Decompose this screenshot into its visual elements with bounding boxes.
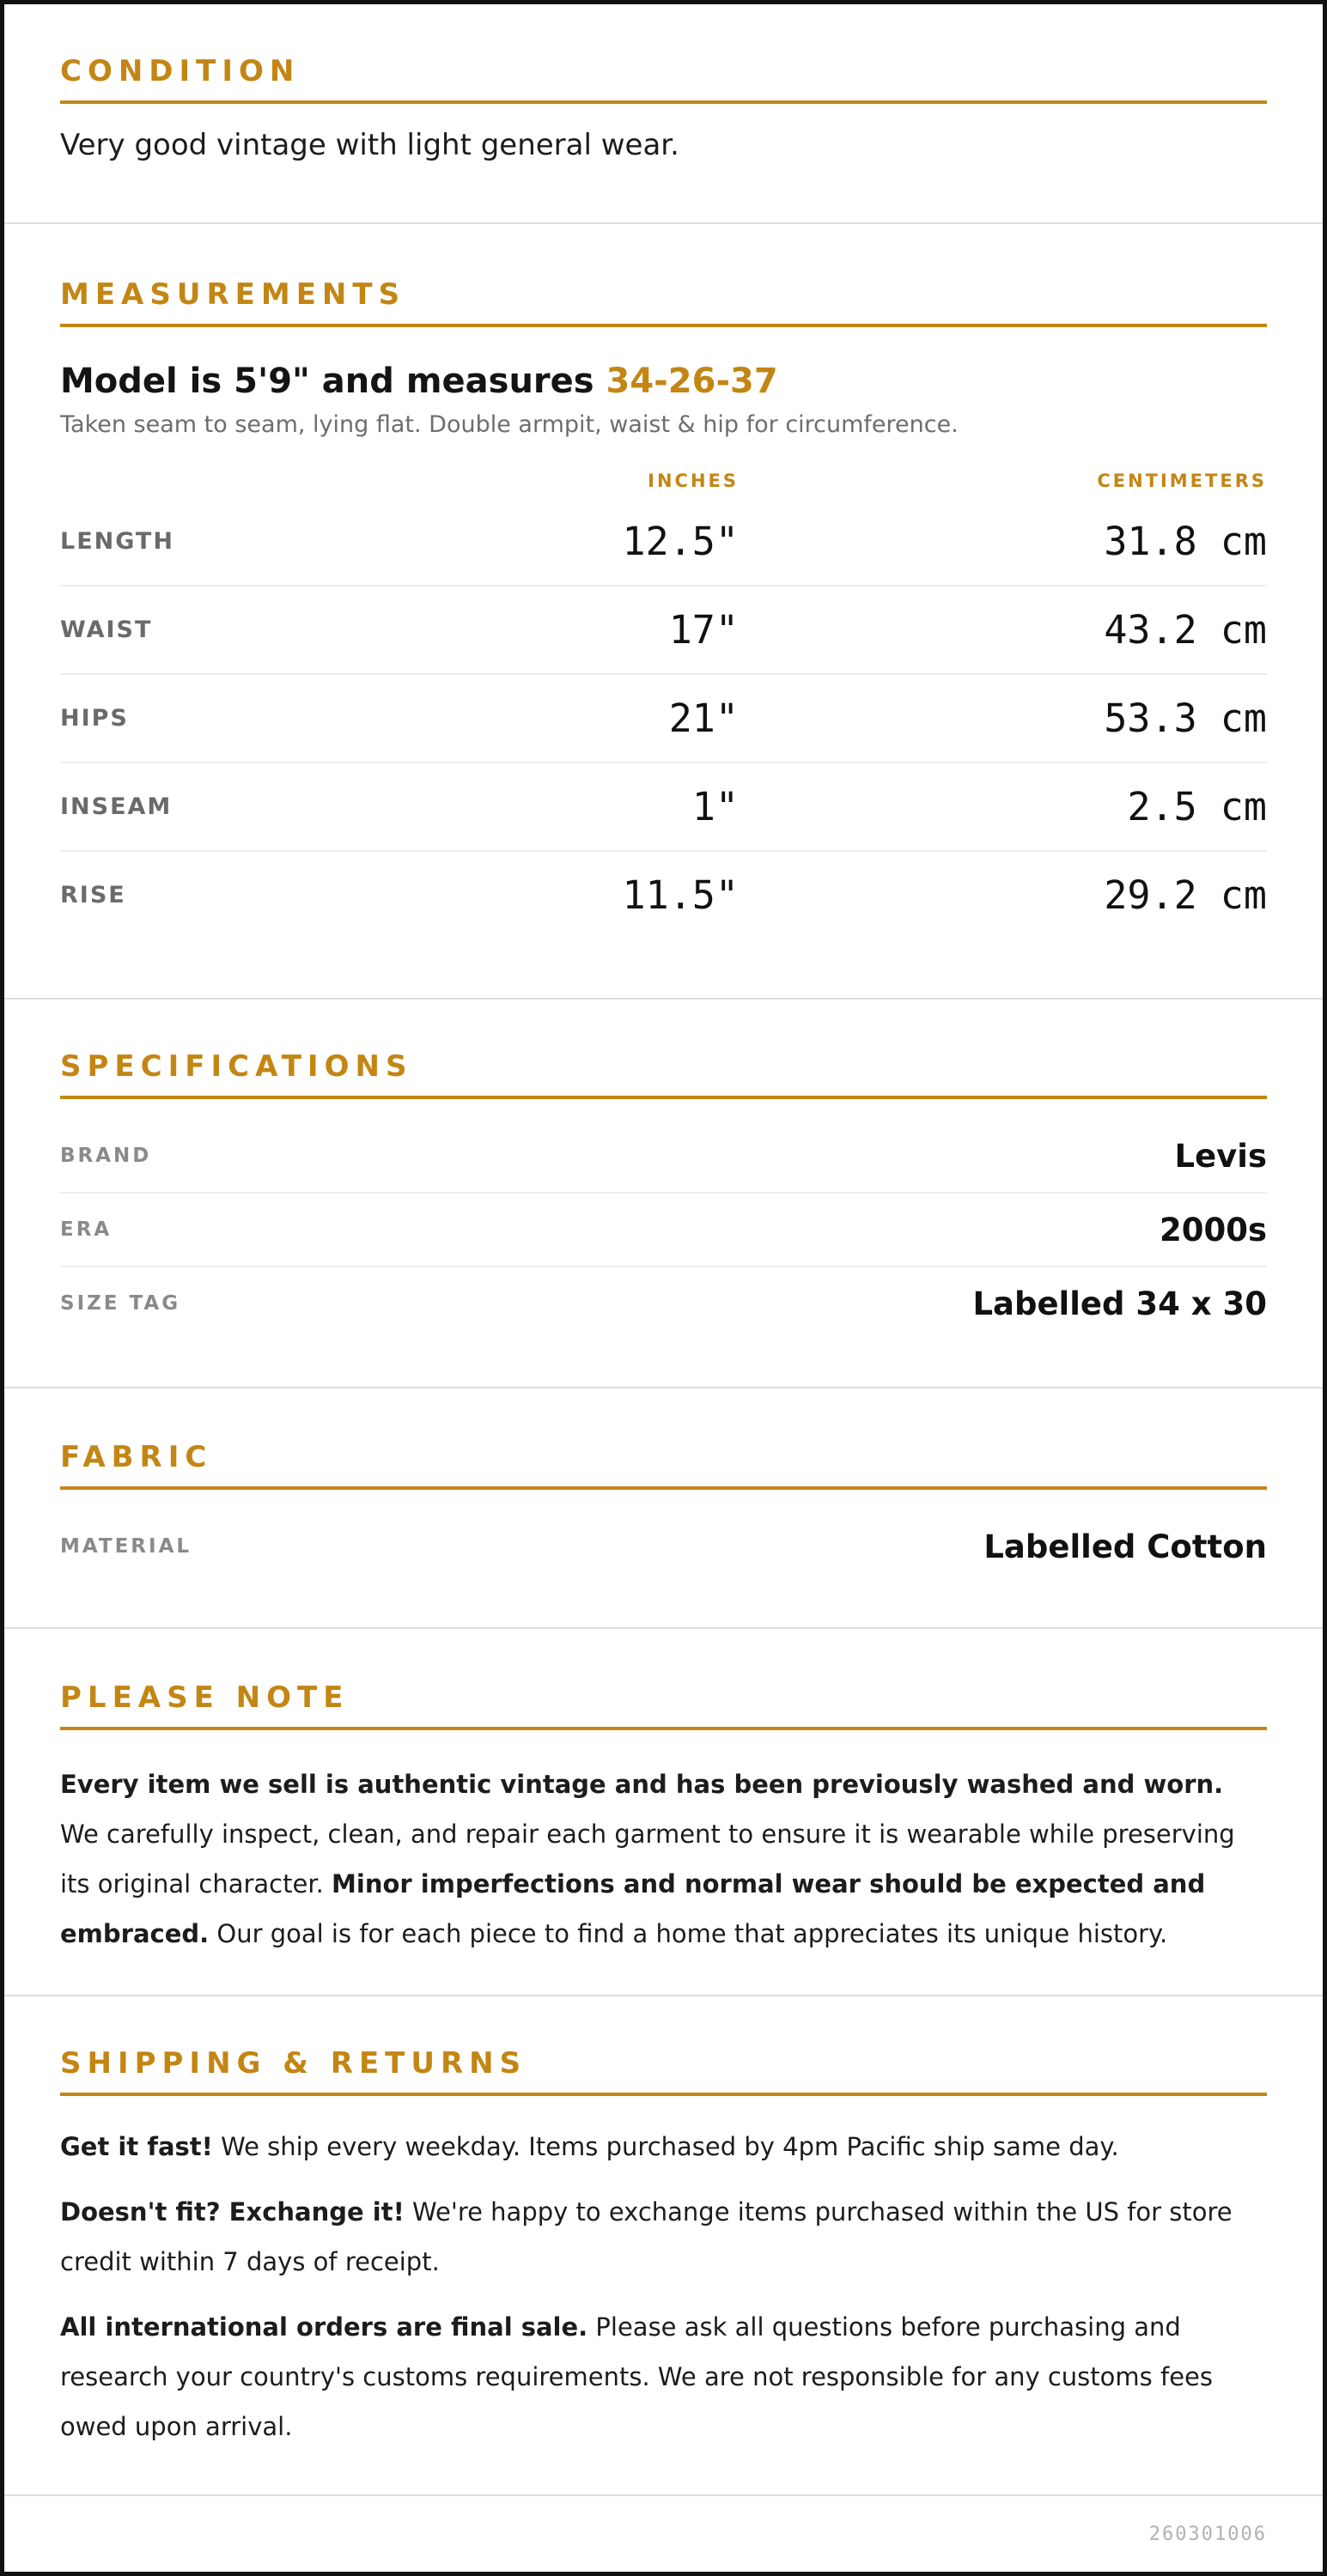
- spec-key: BRAND: [60, 1145, 152, 1167]
- product-code: 260301006: [1148, 2523, 1267, 2545]
- measurement-inches: 11.5": [622, 872, 739, 918]
- spec-key: ERA: [60, 1218, 113, 1241]
- measurement-row-hips: [60, 675, 1267, 763]
- spec-row-material: [60, 1510, 1267, 1583]
- shipping-fast-bold: Get it fast!: [60, 2132, 213, 2161]
- measurement-cm: 29.2 cm: [1104, 872, 1267, 918]
- spec-row-era: [60, 1194, 1267, 1267]
- model-info-prefix: Model is 5'9" and measures: [60, 361, 606, 401]
- note-text-goal: Our goal is for each piece to find a home that appreciates its unique history.: [209, 1919, 1168, 1948]
- spec-key: SIZE TAG: [60, 1292, 181, 1315]
- measurement-table: [60, 498, 1267, 939]
- shipping-exchange-bold: Doesn't fit? Exchange it!: [60, 2197, 405, 2227]
- shipping-international-text: Please ask all questions before purchasing and research your country's customs requirements. We are not responsible for any customs fees owed upon arrival.: [60, 2312, 1213, 2441]
- shipping-fast: [60, 2122, 1267, 2172]
- model-measurements: 34-26-37: [606, 361, 778, 401]
- model-info: [60, 361, 1267, 401]
- measurement-instructions: Taken seam to seam, lying flat. Double armpit, waist & hip for circumference.: [60, 411, 959, 438]
- note-bold-authentic: Every item we sell is authentic vintage and has been previously washed and worn.: [60, 1770, 1224, 1799]
- measurement-label: INSEAM: [60, 793, 173, 820]
- condition-text: Very good vintage with light general wear.: [60, 128, 679, 162]
- measurement-inches: 1": [691, 784, 739, 829]
- footer: [4, 2496, 1323, 2572]
- shipping-international-bold: All international orders are final sale.: [60, 2312, 588, 2342]
- spec-row-size-tag: [60, 1267, 1267, 1340]
- measurement-row-waist: [60, 586, 1267, 675]
- shipping-international: [60, 2302, 1267, 2451]
- please-note-text: [60, 1759, 1267, 1959]
- measurement-table-header: [60, 464, 1267, 498]
- shipping-exchange: [60, 2187, 1267, 2287]
- fabric-section: [4, 1388, 1323, 1629]
- spec-value: Labelled Cotton: [983, 1528, 1267, 1565]
- please-note-section: [4, 1629, 1323, 1996]
- spec-value: Levis: [1174, 1137, 1267, 1175]
- measurement-inches: 21": [668, 696, 739, 741]
- spec-value: 2000s: [1159, 1211, 1267, 1249]
- note-bold-imperfections: Minor imperfections and normal wear should be expected and embraced.: [60, 1869, 1206, 1948]
- specifications-heading: SPECIFICATIONS: [60, 1049, 1267, 1099]
- measurements-heading: MEASUREMENTS: [60, 277, 1267, 327]
- shipping-returns-section: [4, 1996, 1323, 2496]
- fabric-heading: FABRIC: [60, 1440, 1267, 1490]
- measurement-label: LENGTH: [60, 528, 174, 555]
- spec-row-brand: [60, 1120, 1267, 1194]
- measurement-row-inseam: [60, 763, 1267, 852]
- inches-column-header: INCHES: [648, 471, 739, 491]
- note-text-inspect: We carefully inspect, clean, and repair each garment to ensure it is wearable while preserving its original character.: [60, 1820, 1235, 1899]
- measurement-cm: 53.3 cm: [1104, 696, 1267, 741]
- measurement-label: HIPS: [60, 705, 129, 732]
- measurement-row-rise: [60, 852, 1267, 939]
- shipping-fast-text: We ship every weekday. Items purchased by 4pm Pacific ship same day.: [212, 2132, 1119, 2161]
- measurements-section: [4, 224, 1323, 999]
- fabric-list: [60, 1510, 1267, 1583]
- condition-section: [4, 4, 1323, 224]
- spec-key: MATERIAL: [60, 1535, 192, 1558]
- measurement-cm: 43.2 cm: [1104, 607, 1267, 653]
- specifications-list: [60, 1120, 1267, 1340]
- measurement-row-length: [60, 498, 1267, 586]
- shipping-exchange-text: We're happy to exchange items purchased within the US for store credit within 7 days of receipt.: [60, 2197, 1233, 2276]
- please-note-heading: PLEASE NOTE: [60, 1680, 1267, 1730]
- shipping-heading: SHIPPING & RETURNS: [60, 2046, 1267, 2096]
- measurement-inches: 17": [668, 607, 739, 653]
- measurement-inches: 12.5": [622, 519, 739, 564]
- measurement-cm: 2.5 cm: [1127, 784, 1267, 829]
- measurement-cm: 31.8 cm: [1104, 519, 1267, 564]
- condition-heading: CONDITION: [60, 54, 1267, 104]
- measurement-label: WAIST: [60, 617, 153, 643]
- measurement-label: RISE: [60, 882, 126, 908]
- spec-value: Labelled 34 x 30: [972, 1285, 1267, 1322]
- specifications-section: [4, 999, 1323, 1388]
- centimeters-column-header: CENTIMETERS: [1097, 471, 1267, 491]
